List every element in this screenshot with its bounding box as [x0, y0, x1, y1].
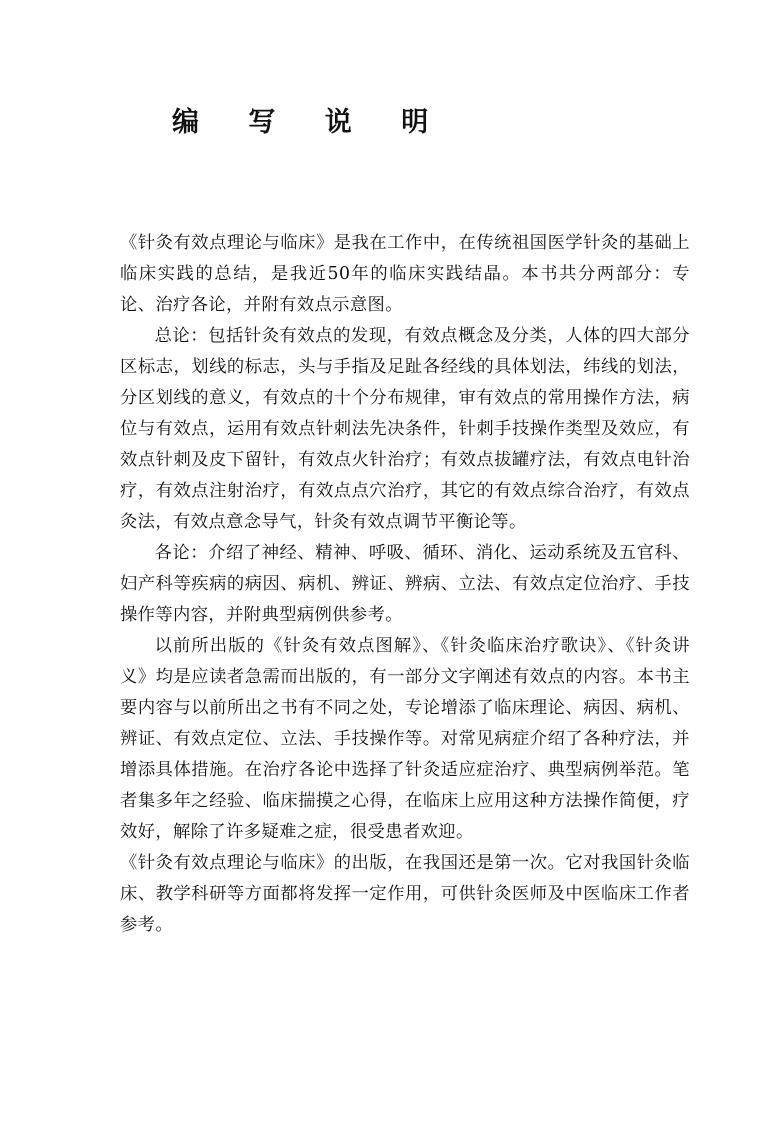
paragraph-intro: 《针灸有效点理论与临床》是我在工作中，在传统祖国医学针灸的基础上临床实践的总结，是我近50年的临床实践结晶。本书共分两部分：专论、治疗各论，并附有效点示意图。 — [120, 233, 690, 315]
preface-body — [120, 228, 690, 941]
paragraph-specific-theory: 各论：介绍了神经、精神、呼吸、循环、消化、运动系统及五官科、妇产科等疾病的病因、病机、辨证、辨病、立法、有效点定位治疗、手技操作等内容，并附典型病例供参考。 — [120, 543, 690, 625]
paragraph-general-theory: 总论：包括针灸有效点的发现，有效点概念及分类，人体的四大部分区标志，划线的标志，头与手指及足趾各经线的具体划法，纬线的划法，分区划线的意义，有效点的十个分布规律，审有效点的常用操作方法，病位与有效点，运用有效点针刺法先决条件，针刺手技操作类型及效应，有效点针刺及皮下留针，有效点火针治疗；有效点拔罐疗法，有效点电针治疗，有效点注射治疗，有效点点穴治疗，其它的有效点综合治疗，有效点灸法，有效点意念导气，针灸有效点调节平衡论等。 — [120, 326, 690, 532]
paragraph-previous-publications: 以前所出版的《针灸有效点图解》、《针灸临床治疗歌诀》、《针灸讲义》均是应读者急需而出版的，有一部分文字阐述有效点的内容。本书主要内容与以前所出之书有不同之处，专论增添了临床理论、病因、病机、辨证、有效点定位、立法、手技操作等。对常见病症介绍了各种疗法，并增添具体措施。在治疗各论中选择了针灸适应症治疗、典型病例举范。笔者集多年之经验、临床揣摸之心得，在临床上应用这种方法操作简便，疗效好，解除了许多疑难之症，很受患者欢迎。 — [120, 636, 690, 842]
paragraph-conclusion: 《针灸有效点理论与临床》的出版，在我国还是第一次。它对我国针灸临床、教学科研等方面都将发挥一定作用，可供针灸医师及中医临床工作者参考。 — [120, 853, 690, 935]
page-title: 编 写 说 明 — [172, 107, 449, 138]
